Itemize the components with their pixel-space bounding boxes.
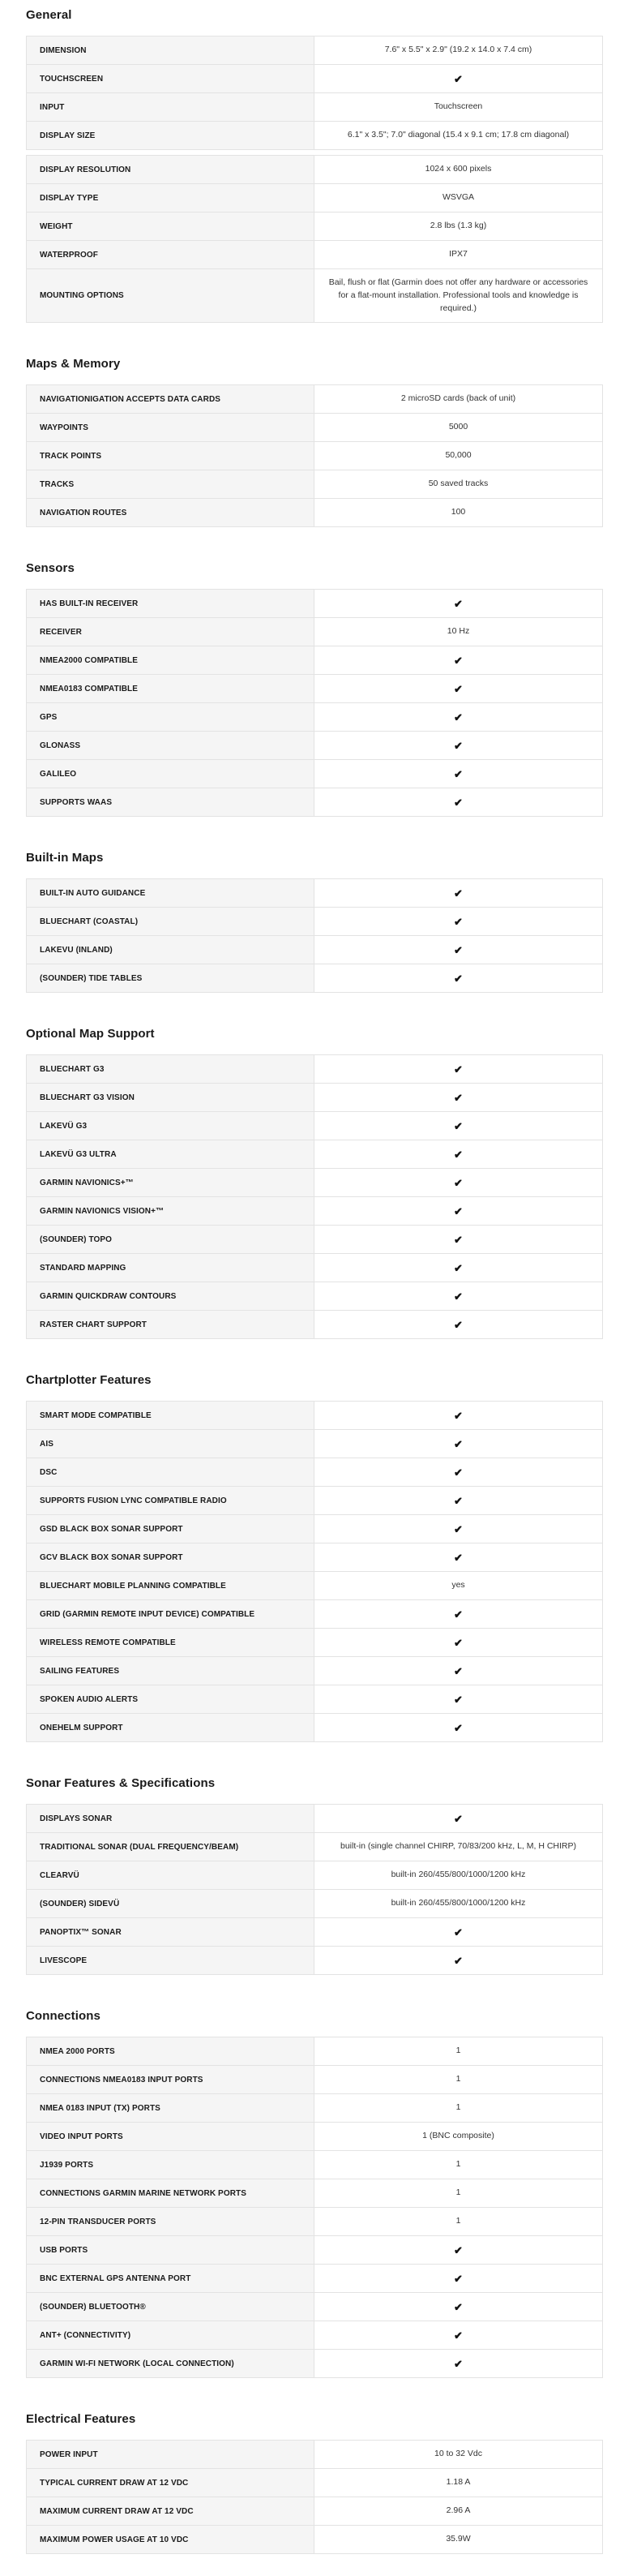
section-tables	[26, 1054, 603, 1339]
row-value: Touchscreen	[434, 101, 483, 112]
row-label: SUPPORTS WAAS	[27, 788, 314, 816]
table-row	[27, 2349, 602, 2377]
row-label: BLUECHART (COASTAL)	[27, 908, 314, 935]
checkmark-icon: ✔	[454, 597, 463, 610]
spec-section-8	[26, 2412, 603, 2554]
table-row	[27, 36, 602, 64]
checkmark-icon: ✔	[454, 1551, 463, 1564]
checkmark-icon: ✔	[454, 2357, 463, 2370]
row-label: MAXIMUM CURRENT DRAW AT 12 VDC	[27, 2497, 314, 2525]
row-label: VIDEO INPUT PORTS	[27, 2123, 314, 2150]
section-tables	[26, 1804, 603, 1975]
row-value	[314, 732, 602, 759]
row-value	[314, 1226, 602, 1253]
table-row	[27, 183, 602, 212]
row-value	[314, 1169, 602, 1196]
row-value: 1	[455, 2074, 461, 2084]
row-value	[314, 1055, 602, 1083]
row-value	[314, 2236, 602, 2264]
checkmark-icon: ✔	[454, 1091, 463, 1104]
table-row	[27, 646, 602, 674]
table-row	[27, 92, 602, 121]
spec-section-1	[26, 357, 603, 527]
row-label: CONNECTIONS NMEA0183 INPUT PORTS	[27, 2066, 314, 2093]
checkmark-icon: ✔	[454, 1119, 463, 1132]
row-value: 1.18 A	[446, 2477, 471, 2488]
row-label: CLEARVÜ	[27, 1861, 314, 1889]
table-row	[27, 2235, 602, 2264]
table-row	[27, 2122, 602, 2150]
table-row	[27, 240, 602, 268]
table-row	[27, 121, 602, 149]
row-label: (SOUNDER) SIDEVÜ	[27, 1890, 314, 1917]
table-row	[27, 1861, 602, 1889]
spec-table	[26, 36, 603, 150]
row-value: yes	[451, 1580, 465, 1591]
row-value	[314, 590, 602, 617]
row-value: 1	[455, 2046, 461, 2056]
checkmark-icon: ✔	[454, 1409, 463, 1422]
spec-table	[26, 878, 603, 993]
table-row	[27, 731, 602, 759]
row-label: (SOUNDER) TIDE TABLES	[27, 964, 314, 992]
row-label: RASTER CHART SUPPORT	[27, 1311, 314, 1338]
row-label: TYPICAL CURRENT DRAW AT 12 VDC	[27, 2469, 314, 2497]
row-value: 2.8 lbs (1.3 kg)	[430, 221, 487, 231]
table-row	[27, 907, 602, 935]
checkmark-icon: ✔	[454, 682, 463, 695]
table-row	[27, 385, 602, 413]
row-value: IPX7	[449, 249, 468, 260]
table-row	[27, 590, 602, 617]
table-row	[27, 788, 602, 816]
row-label: TRADITIONAL SONAR (DUAL FREQUENCY/BEAM)	[27, 1833, 314, 1861]
checkmark-icon: ✔	[454, 654, 463, 667]
row-label: NMEA 2000 PORTS	[27, 2037, 314, 2065]
checkmark-icon: ✔	[454, 1608, 463, 1621]
row-label: NAVIGATIONIGATION ACCEPTS DATA CARDS	[27, 385, 314, 413]
section-tables	[26, 2440, 603, 2554]
section-tables	[26, 589, 603, 817]
row-label: WIRELESS REMOTE COMPATIBLE	[27, 1629, 314, 1656]
checkmark-icon: ✔	[454, 1636, 463, 1649]
table-row	[27, 2150, 602, 2179]
row-value	[314, 1714, 602, 1741]
checkmark-icon: ✔	[454, 943, 463, 956]
row-value	[314, 2350, 602, 2377]
table-row	[27, 1458, 602, 1486]
spec-section-7	[26, 2009, 603, 2378]
row-value: 2.96 A	[446, 2505, 471, 2516]
spec-section-2	[26, 561, 603, 817]
row-label: ONEHELM SUPPORT	[27, 1714, 314, 1741]
row-label: STANDARD MAPPING	[27, 1254, 314, 1282]
checkmark-icon: ✔	[454, 1721, 463, 1734]
section-title: Maps & Memory	[26, 357, 121, 371]
section-title: Chartplotter Features	[26, 1373, 152, 1388]
spec-section-4	[26, 1027, 603, 1339]
table-row	[27, 1946, 602, 1974]
row-label: TRACKS	[27, 470, 314, 498]
spec-section-6	[26, 1776, 603, 1975]
table-row	[27, 2093, 602, 2122]
section-title: Sonar Features & Specifications	[26, 1776, 216, 1791]
row-label: GARMIN NAVIONICS VISION+™	[27, 1197, 314, 1225]
row-label: J1939 PORTS	[27, 2151, 314, 2179]
row-value: Bail, flush or flat (Garmin does not offer any hardware or accessories for a flat-mount installation. Professional tools and knowledge is required.)	[328, 277, 588, 313]
row-label: MAXIMUM POWER USAGE AT 10 VDC	[27, 2526, 314, 2553]
row-label: WATERPROOF	[27, 241, 314, 268]
checkmark-icon: ✔	[454, 915, 463, 928]
table-row	[27, 1805, 602, 1832]
table-row	[27, 2292, 602, 2321]
checkmark-icon: ✔	[454, 1693, 463, 1706]
row-value	[314, 1140, 602, 1168]
row-label: USB PORTS	[27, 2236, 314, 2264]
row-label: SPOKEN AUDIO ALERTS	[27, 1685, 314, 1713]
row-label: LIVESCOPE	[27, 1947, 314, 1974]
row-label: TRACK POINTS	[27, 442, 314, 470]
section-title: Sensors	[26, 561, 75, 576]
checkmark-icon: ✔	[454, 1926, 463, 1938]
table-row	[27, 1917, 602, 1946]
table-row	[27, 2441, 602, 2468]
row-value	[314, 1947, 602, 1974]
section-title: Connections	[26, 2009, 100, 2024]
table-row	[27, 1832, 602, 1861]
row-value: 5000	[448, 422, 468, 432]
row-label: BLUECHART G3	[27, 1055, 314, 1083]
table-row	[27, 674, 602, 702]
table-row	[27, 268, 602, 322]
row-label: WEIGHT	[27, 213, 314, 240]
row-value: 50,000	[445, 450, 472, 461]
row-value	[314, 964, 602, 992]
row-value	[314, 760, 602, 788]
spec-table	[26, 2440, 603, 2554]
section-title: General	[26, 8, 72, 22]
table-row	[27, 1083, 602, 1111]
table-row	[27, 759, 602, 788]
table-row	[27, 2264, 602, 2292]
row-label: GARMIN WI-FI NETWORK (LOCAL CONNECTION)	[27, 2350, 314, 2377]
table-row	[27, 1486, 602, 1514]
row-value	[314, 646, 602, 674]
table-row	[27, 879, 602, 907]
checkmark-icon: ✔	[454, 1812, 463, 1825]
checkmark-icon: ✔	[454, 1204, 463, 1217]
row-value	[314, 1112, 602, 1140]
checkmark-icon: ✔	[454, 739, 463, 752]
table-row	[27, 2321, 602, 2349]
table-row	[27, 2065, 602, 2093]
table-row	[27, 498, 602, 526]
checkmark-icon: ✔	[454, 972, 463, 985]
row-label: BLUECHART G3 VISION	[27, 1084, 314, 1111]
table-row	[27, 2207, 602, 2235]
table-row	[27, 64, 602, 92]
checkmark-icon: ✔	[454, 1664, 463, 1677]
checkmark-icon: ✔	[454, 1466, 463, 1479]
table-row	[27, 964, 602, 992]
row-label: LAKEVÜ G3	[27, 1112, 314, 1140]
row-label: SUPPORTS FUSION LYNC COMPATIBLE RADIO	[27, 1487, 314, 1514]
row-label: BUILT-IN AUTO GUIDANCE	[27, 879, 314, 907]
table-row	[27, 935, 602, 964]
spec-table	[26, 155, 603, 323]
row-value	[314, 1311, 602, 1338]
row-value: 1	[455, 2102, 461, 2113]
checkmark-icon: ✔	[454, 887, 463, 899]
spec-sections	[26, 8, 603, 2554]
checkmark-icon: ✔	[454, 1954, 463, 1967]
table-row	[27, 1055, 602, 1083]
section-tables	[26, 2037, 603, 2378]
table-row	[27, 1429, 602, 1458]
checkmark-icon: ✔	[454, 1437, 463, 1450]
row-value	[314, 1918, 602, 1946]
checkmark-icon: ✔	[454, 1063, 463, 1075]
checkmark-icon: ✔	[454, 2272, 463, 2285]
row-label: RECEIVER	[27, 618, 314, 646]
section-tables	[26, 36, 603, 323]
row-value	[314, 2293, 602, 2321]
row-label: HAS BUILT-IN RECEIVER	[27, 590, 314, 617]
checkmark-icon: ✔	[454, 767, 463, 780]
table-row	[27, 1282, 602, 1310]
row-label: MOUNTING OPTIONS	[27, 269, 314, 322]
row-label: GSD BLACK BOX SONAR SUPPORT	[27, 1515, 314, 1543]
table-row	[27, 1310, 602, 1338]
row-label: SAILING FEATURES	[27, 1657, 314, 1685]
row-value	[314, 788, 602, 816]
row-label: GARMIN QUICKDRAW CONTOURS	[27, 1282, 314, 1310]
spec-table	[26, 1804, 603, 1975]
section-title: Built-in Maps	[26, 851, 104, 865]
spec-table	[26, 2037, 603, 2378]
row-value: 7.6" x 5.5" x 2.9" (19.2 x 14.0 x 7.4 cm)	[384, 45, 532, 55]
row-value	[314, 908, 602, 935]
checkmark-icon: ✔	[454, 1233, 463, 1246]
row-value	[314, 936, 602, 964]
row-label: BNC EXTERNAL GPS ANTENNA PORT	[27, 2265, 314, 2292]
row-value: 10 to 32 Vdc	[434, 2449, 482, 2459]
table-row	[27, 470, 602, 498]
checkmark-icon: ✔	[454, 1290, 463, 1303]
row-value	[314, 1805, 602, 1832]
section-tables	[26, 878, 603, 993]
checkmark-icon: ✔	[454, 72, 463, 85]
row-label: NMEA 0183 INPUT (TX) PORTS	[27, 2094, 314, 2122]
checkmark-icon: ✔	[454, 796, 463, 809]
spec-table	[26, 1401, 603, 1742]
row-label: (SOUNDER) BLUETOOTH®	[27, 2293, 314, 2321]
table-row	[27, 2037, 602, 2065]
row-label: GRID (GARMIN REMOTE INPUT DEVICE) COMPATIBLE	[27, 1600, 314, 1628]
row-value	[314, 1084, 602, 1111]
row-value	[314, 1515, 602, 1543]
row-value	[314, 65, 602, 92]
row-value: 10 Hz	[447, 626, 470, 637]
row-value: 1	[455, 2216, 461, 2226]
row-label: NAVIGATION ROUTES	[27, 499, 314, 526]
table-row	[27, 441, 602, 470]
row-label: LAKEVU (INLAND)	[27, 936, 314, 964]
row-value: 50 saved tracks	[428, 479, 489, 489]
checkmark-icon: ✔	[454, 1176, 463, 1189]
table-row	[27, 2179, 602, 2207]
row-value	[314, 2265, 602, 2292]
table-row	[27, 1599, 602, 1628]
row-label: POWER INPUT	[27, 2441, 314, 2468]
row-value	[314, 1197, 602, 1225]
row-label: DIMENSION	[27, 36, 314, 64]
spec-section-3	[26, 851, 603, 993]
table-row	[27, 413, 602, 441]
row-value: built-in (single channel CHIRP, 70/83/200 kHz, L, M, H CHIRP)	[340, 1841, 576, 1852]
section-title: Electrical Features	[26, 2412, 136, 2427]
checkmark-icon: ✔	[454, 711, 463, 723]
table-row	[27, 212, 602, 240]
table-row	[27, 1656, 602, 1685]
table-row	[27, 1685, 602, 1713]
row-label: CONNECTIONS GARMIN MARINE NETWORK PORTS	[27, 2179, 314, 2207]
row-label: LAKEVÜ G3 ULTRA	[27, 1140, 314, 1168]
row-label: DISPLAY RESOLUTION	[27, 156, 314, 183]
row-value	[314, 2321, 602, 2349]
row-label: GALILEO	[27, 760, 314, 788]
table-row	[27, 617, 602, 646]
row-value	[314, 1600, 602, 1628]
row-label: DISPLAYS SONAR	[27, 1805, 314, 1832]
spec-section-5	[26, 1373, 603, 1742]
row-value: WSVGA	[442, 192, 475, 203]
row-value	[314, 879, 602, 907]
row-label: SMART MODE COMPATIBLE	[27, 1402, 314, 1429]
checkmark-icon: ✔	[454, 1261, 463, 1274]
row-value: built-in 260/455/800/1000/1200 kHz	[391, 1870, 526, 1880]
row-value: 2 microSD cards (back of unit)	[400, 393, 516, 404]
table-row	[27, 1514, 602, 1543]
row-label: DISPLAY SIZE	[27, 122, 314, 149]
row-label: NMEA2000 COMPATIBLE	[27, 646, 314, 674]
checkmark-icon: ✔	[454, 1148, 463, 1161]
table-row	[27, 1402, 602, 1429]
table-row	[27, 2525, 602, 2553]
table-row	[27, 1111, 602, 1140]
row-value: 6.1" x 3.5"; 7.0" diagonal (15.4 x 9.1 cm; 17.8 cm diagonal)	[347, 130, 570, 140]
row-value	[314, 1657, 602, 1685]
table-row	[27, 1168, 602, 1196]
row-value: 100	[451, 507, 466, 517]
table-row	[27, 156, 602, 183]
checkmark-icon: ✔	[454, 1522, 463, 1535]
table-row	[27, 1543, 602, 1571]
row-label: GLONASS	[27, 732, 314, 759]
row-value	[314, 1254, 602, 1282]
row-value	[314, 1629, 602, 1656]
checkmark-icon: ✔	[454, 2300, 463, 2313]
spec-table	[26, 384, 603, 527]
row-value	[314, 675, 602, 702]
row-value: 35.9W	[446, 2534, 471, 2544]
table-row	[27, 1571, 602, 1599]
row-label: 12-PIN TRANSDUCER PORTS	[27, 2208, 314, 2235]
row-value	[314, 1487, 602, 1514]
table-row	[27, 1253, 602, 1282]
table-row	[27, 702, 602, 731]
checkmark-icon: ✔	[454, 2329, 463, 2342]
row-label: PANOPTIX™ SONAR	[27, 1918, 314, 1946]
table-row	[27, 1196, 602, 1225]
row-value	[314, 1458, 602, 1486]
row-value	[314, 1282, 602, 1310]
row-label: NMEA0183 COMPATIBLE	[27, 675, 314, 702]
row-label: WAYPOINTS	[27, 414, 314, 441]
row-label: (SOUNDER) TOPO	[27, 1226, 314, 1253]
table-row	[27, 1225, 602, 1253]
table-row	[27, 2497, 602, 2525]
row-label: DISPLAY TYPE	[27, 184, 314, 212]
checkmark-icon: ✔	[454, 2243, 463, 2256]
row-label: BLUECHART MOBILE PLANNING COMPATIBLE	[27, 1572, 314, 1599]
row-label: TOUCHSCREEN	[27, 65, 314, 92]
row-label: GARMIN NAVIONICS+™	[27, 1169, 314, 1196]
row-label: INPUT	[27, 93, 314, 121]
row-value	[314, 1402, 602, 1429]
row-label: ANT+ (CONNECTIVITY)	[27, 2321, 314, 2349]
row-value: 1024 x 600 pixels	[425, 164, 492, 174]
row-value: 1	[455, 2159, 461, 2170]
section-tables	[26, 1401, 603, 1742]
row-value	[314, 703, 602, 731]
section-tables	[26, 384, 603, 527]
table-row	[27, 1713, 602, 1741]
table-row	[27, 2468, 602, 2497]
spec-table	[26, 589, 603, 817]
checkmark-icon: ✔	[454, 1318, 463, 1331]
row-label: GPS	[27, 703, 314, 731]
row-value	[314, 1430, 602, 1458]
spec-section-0	[26, 8, 603, 323]
row-value: 1 (BNC composite)	[422, 2131, 494, 2141]
table-row	[27, 1628, 602, 1656]
row-value: 1	[455, 2187, 461, 2198]
row-label: DSC	[27, 1458, 314, 1486]
section-title: Optional Map Support	[26, 1027, 155, 1041]
table-row	[27, 1140, 602, 1168]
row-label: GCV BLACK BOX SONAR SUPPORT	[27, 1543, 314, 1571]
row-value	[314, 1543, 602, 1571]
row-value	[314, 1685, 602, 1713]
table-row	[27, 1889, 602, 1917]
spec-table	[26, 1054, 603, 1339]
row-value: built-in 260/455/800/1000/1200 kHz	[391, 1898, 526, 1908]
checkmark-icon: ✔	[454, 1494, 463, 1507]
row-label: AIS	[27, 1430, 314, 1458]
